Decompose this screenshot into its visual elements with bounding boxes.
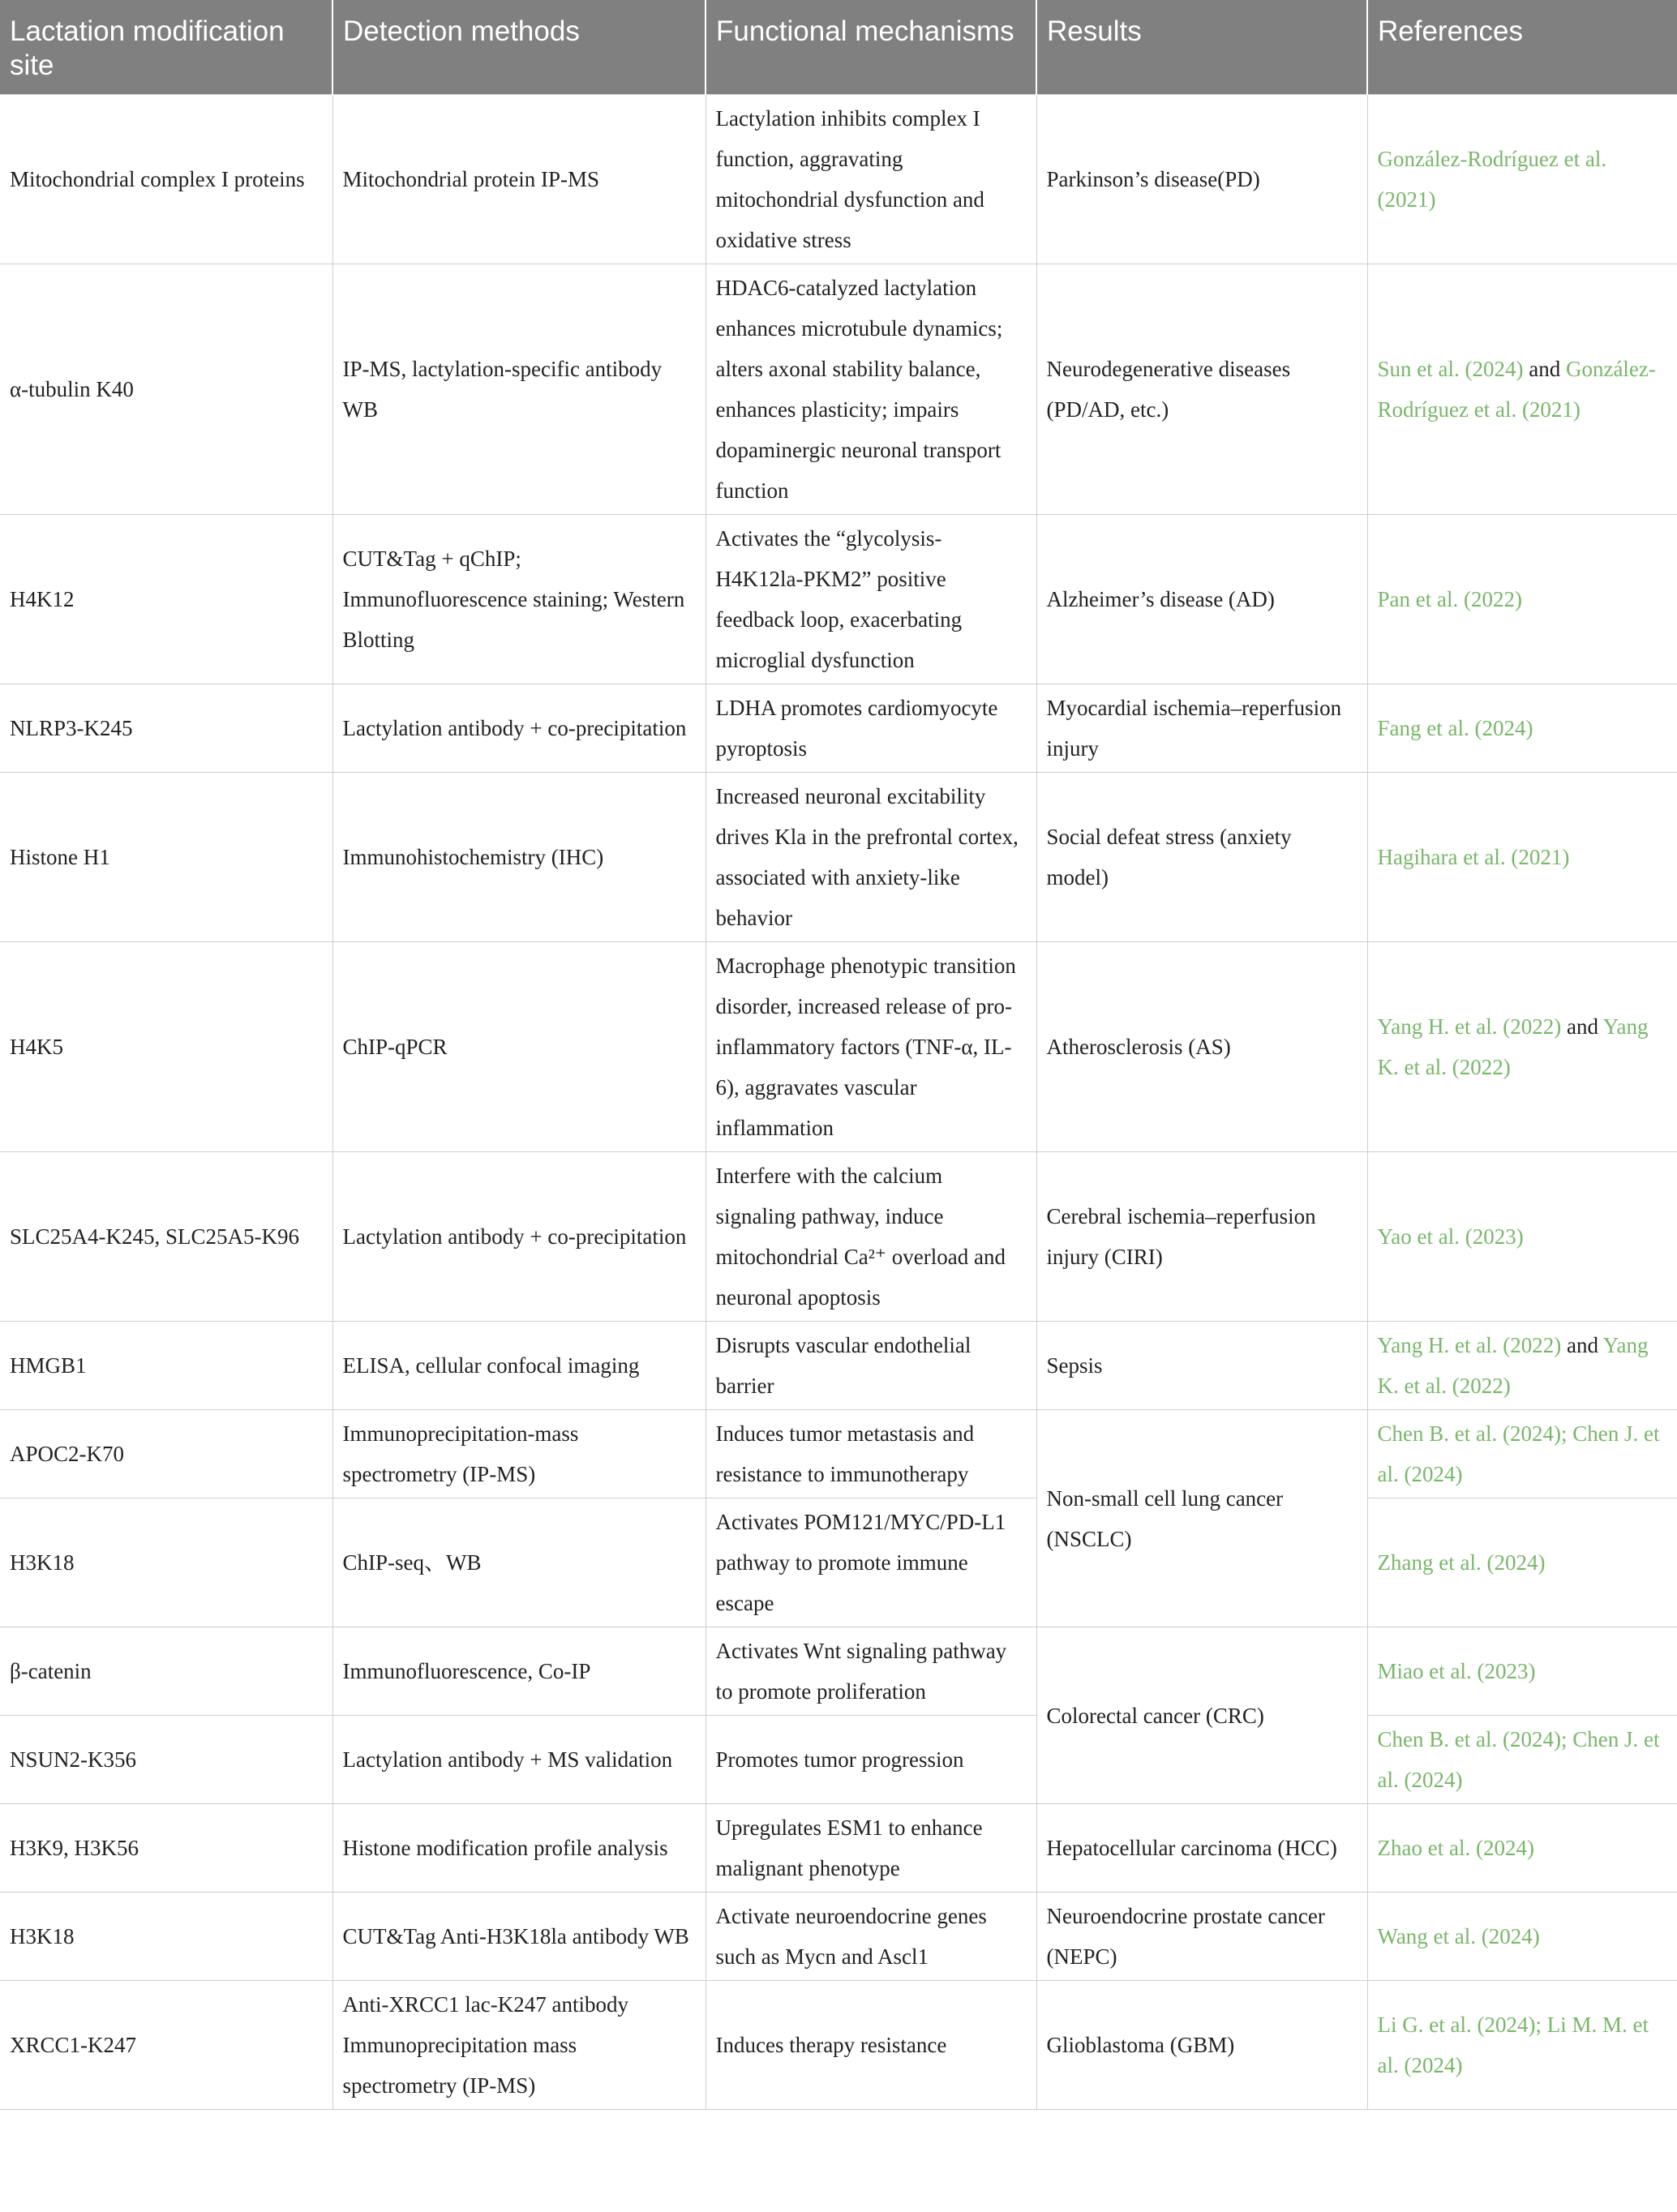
- reference-link[interactable]: Chen B. et al. (2024); Chen J. et al. (2024): [1377, 1421, 1660, 1486]
- reference-link[interactable]: Wang et al. (2024): [1377, 1924, 1540, 1948]
- cell-result: Neuroendocrine prostate cancer (NEPC): [1036, 1893, 1367, 1981]
- cell-mechanism: Activates POM121/MYC/PD-L1 pathway to promote immune escape: [706, 1498, 1036, 1627]
- cell-mechanism: Lactylation inhibits complex I function, aggravating mitochondrial dysfunction and oxidative stress: [706, 95, 1036, 264]
- header-cell-mechanism: Functional mechanisms: [706, 0, 1036, 95]
- cell-modification-site: NSUN2-K356: [0, 1716, 332, 1804]
- cell-detection-method: Lactylation antibody + co-precipitation: [332, 1152, 706, 1322]
- table-row: [0, 1981, 1677, 2110]
- cell-detection-method: CUT&Tag + qChIP; Immunofluorescence staining; Western Blotting: [332, 515, 706, 684]
- cell-result: Glioblastoma (GBM): [1036, 1981, 1367, 2110]
- cell-references: [1367, 773, 1677, 942]
- table-row: [0, 942, 1677, 1152]
- header-cell-references: References: [1367, 0, 1677, 95]
- table-row: [0, 1152, 1677, 1322]
- table-row: [0, 1627, 1677, 1716]
- cell-result: Social defeat stress (anxiety model): [1036, 773, 1367, 942]
- cell-modification-site: XRCC1-K247: [0, 1981, 332, 2110]
- table-row: [0, 1322, 1677, 1410]
- cell-mechanism: Increased neuronal excitability drives Kla in the prefrontal cortex, associated with anxiety-like behavior: [706, 773, 1036, 942]
- cell-detection-method: Immunohistochemistry (IHC): [332, 773, 706, 942]
- cell-modification-site: β-catenin: [0, 1627, 332, 1716]
- cell-detection-method: ChIP-seq、WB: [332, 1498, 706, 1627]
- table-row: [0, 264, 1677, 515]
- reference-link[interactable]: Yao et al. (2023): [1377, 1224, 1524, 1249]
- cell-modification-site: H3K9, H3K56: [0, 1804, 332, 1893]
- cell-detection-method: IP-MS, lactylation-specific antibody WB: [332, 264, 706, 515]
- cell-modification-site: α-tubulin K40: [0, 264, 332, 515]
- table-header: [0, 0, 1677, 95]
- cell-result: Myocardial ischemia–reperfusion injury: [1036, 684, 1367, 773]
- cell-modification-site: H3K18: [0, 1498, 332, 1627]
- reference-link[interactable]: Chen B. et al. (2024); Chen J. et al. (2024): [1377, 1727, 1660, 1792]
- reference-link[interactable]: Yang H. et al. (2022): [1377, 1333, 1562, 1357]
- cell-modification-site: H3K18: [0, 1893, 332, 1981]
- reference-link[interactable]: Li G. et al. (2024); Li M. M. et al. (2024): [1377, 2013, 1649, 2077]
- cell-modification-site: H4K12: [0, 515, 332, 684]
- reference-link[interactable]: Sun et al. (2024): [1377, 357, 1524, 381]
- cell-references: [1367, 942, 1677, 1152]
- cell-references: [1367, 1322, 1677, 1410]
- cell-mechanism: Induces tumor metastasis and resistance to immunotherapy: [706, 1410, 1036, 1498]
- cell-references: [1367, 1498, 1677, 1627]
- cell-mechanism: Activates the “glycolysis-H4K12la-PKM2” positive feedback loop, exacerbating microglial dysfunction: [706, 515, 1036, 684]
- cell-references: [1367, 1893, 1677, 1981]
- cell-detection-method: CUT&Tag Anti-H3K18la antibody WB: [332, 1893, 706, 1981]
- cell-references: [1367, 515, 1677, 684]
- cell-modification-site: SLC25A4-K245, SLC25A5-K96: [0, 1152, 332, 1322]
- cell-mechanism: Activates Wnt signaling pathway to promote proliferation: [706, 1627, 1036, 1716]
- table-row: [0, 1716, 1677, 1804]
- cell-mechanism: Macrophage phenotypic transition disorder, increased release of pro-inflammatory factors (TNF-α, IL-6), aggravates vascular inflammation: [706, 942, 1036, 1152]
- cell-detection-method: Immunofluorescence, Co-IP: [332, 1627, 706, 1716]
- cell-detection-method: ELISA, cellular confocal imaging: [332, 1322, 706, 1410]
- cell-modification-site: H4K5: [0, 942, 332, 1152]
- table-row: [0, 1804, 1677, 1893]
- cell-references: [1367, 1152, 1677, 1322]
- table-row: [0, 684, 1677, 773]
- cell-references: [1367, 264, 1677, 515]
- reference-connector: and: [1561, 1333, 1603, 1357]
- cell-result: Non-small cell lung cancer (NSCLC): [1036, 1410, 1367, 1627]
- header-cell-result: Results: [1036, 0, 1367, 95]
- cell-detection-method: Immunoprecipitation-mass spectrometry (IP-MS): [332, 1410, 706, 1498]
- cell-mechanism: Induces therapy resistance: [706, 1981, 1036, 2110]
- table-row: [0, 1893, 1677, 1981]
- table-row: [0, 515, 1677, 684]
- reference-link[interactable]: Fang et al. (2024): [1377, 716, 1533, 740]
- cell-mechanism: HDAC6-catalyzed lactylation enhances microtubule dynamics; alters axonal stability balance, enhances plasticity; impairs dopaminergic neuronal transport function: [706, 264, 1036, 515]
- cell-references: [1367, 1716, 1677, 1804]
- cell-references: [1367, 95, 1677, 264]
- header-row: [0, 0, 1677, 95]
- cell-result: Cerebral ischemia–reperfusion injury (CIRI): [1036, 1152, 1367, 1322]
- cell-detection-method: Lactylation antibody + MS validation: [332, 1716, 706, 1804]
- table-row: [0, 1498, 1677, 1627]
- cell-references: [1367, 684, 1677, 773]
- table-row: [0, 95, 1677, 264]
- reference-connector: and: [1523, 357, 1566, 381]
- reference-link[interactable]: Zhang et al. (2024): [1377, 1550, 1546, 1575]
- reference-link[interactable]: Pan et al. (2022): [1377, 587, 1522, 611]
- reference-link[interactable]: González-Rodríguez et al. (2021): [1377, 147, 1607, 212]
- reference-link[interactable]: Hagihara et al. (2021): [1377, 845, 1570, 869]
- cell-mechanism: Activate neuroendocrine genes such as Mycn and Ascl1: [706, 1893, 1036, 1981]
- cell-result: Sepsis: [1036, 1322, 1367, 1410]
- cell-detection-method: Lactylation antibody + co-precipitation: [332, 684, 706, 773]
- reference-connector: and: [1561, 1014, 1603, 1039]
- cell-result: Atherosclerosis (AS): [1036, 942, 1367, 1152]
- table-body: [0, 95, 1677, 2110]
- cell-mechanism: Interfere with the calcium signaling pathway, induce mitochondrial Ca²⁺ overload and neuronal apoptosis: [706, 1152, 1036, 1322]
- reference-link[interactable]: Yang K. et al. (2022): [1377, 1333, 1649, 1398]
- cell-result: Colorectal cancer (CRC): [1036, 1627, 1367, 1804]
- reference-link[interactable]: Zhao et al. (2024): [1377, 1836, 1534, 1860]
- cell-mechanism: Disrupts vascular endothelial barrier: [706, 1322, 1036, 1410]
- cell-references: [1367, 1804, 1677, 1893]
- cell-modification-site: NLRP3-K245: [0, 684, 332, 773]
- reference-link[interactable]: González-Rodríguez et al. (2021): [1377, 357, 1656, 422]
- cell-references: [1367, 1981, 1677, 2110]
- cell-references: [1367, 1410, 1677, 1498]
- cell-result: Alzheimer’s disease (AD): [1036, 515, 1367, 684]
- cell-modification-site: Mitochondrial complex I proteins: [0, 95, 332, 264]
- cell-result: Parkinson’s disease(PD): [1036, 95, 1367, 264]
- table-row: [0, 773, 1677, 942]
- cell-result: Hepatocellular carcinoma (HCC): [1036, 1804, 1367, 1893]
- reference-link[interactable]: Yang H. et al. (2022): [1377, 1014, 1562, 1039]
- cell-detection-method: ChIP-qPCR: [332, 942, 706, 1152]
- reference-link[interactable]: Yang K. et al. (2022): [1377, 1014, 1649, 1079]
- cell-result: Neurodegenerative diseases (PD/AD, etc.): [1036, 264, 1367, 515]
- cell-modification-site: HMGB1: [0, 1322, 332, 1410]
- cell-modification-site: APOC2-K70: [0, 1410, 332, 1498]
- cell-detection-method: Histone modification profile analysis: [332, 1804, 706, 1893]
- cell-references: [1367, 1627, 1677, 1716]
- cell-detection-method: Anti-XRCC1 lac-K247 antibody Immunoprecipitation mass spectrometry (IP-MS): [332, 1981, 706, 2110]
- header-cell-method: Detection methods: [332, 0, 706, 95]
- cell-mechanism: Upregulates ESM1 to enhance malignant phenotype: [706, 1804, 1036, 1893]
- reference-link[interactable]: Miao et al. (2023): [1377, 1659, 1536, 1683]
- table-row: [0, 1410, 1677, 1498]
- cell-modification-site: Histone H1: [0, 773, 332, 942]
- cell-detection-method: Mitochondrial protein IP-MS: [332, 95, 706, 264]
- cell-mechanism: Promotes tumor progression: [706, 1716, 1036, 1804]
- cell-mechanism: LDHA promotes cardiomyocyte pyroptosis: [706, 684, 1036, 773]
- header-cell-site: Lactation modification site: [0, 0, 332, 95]
